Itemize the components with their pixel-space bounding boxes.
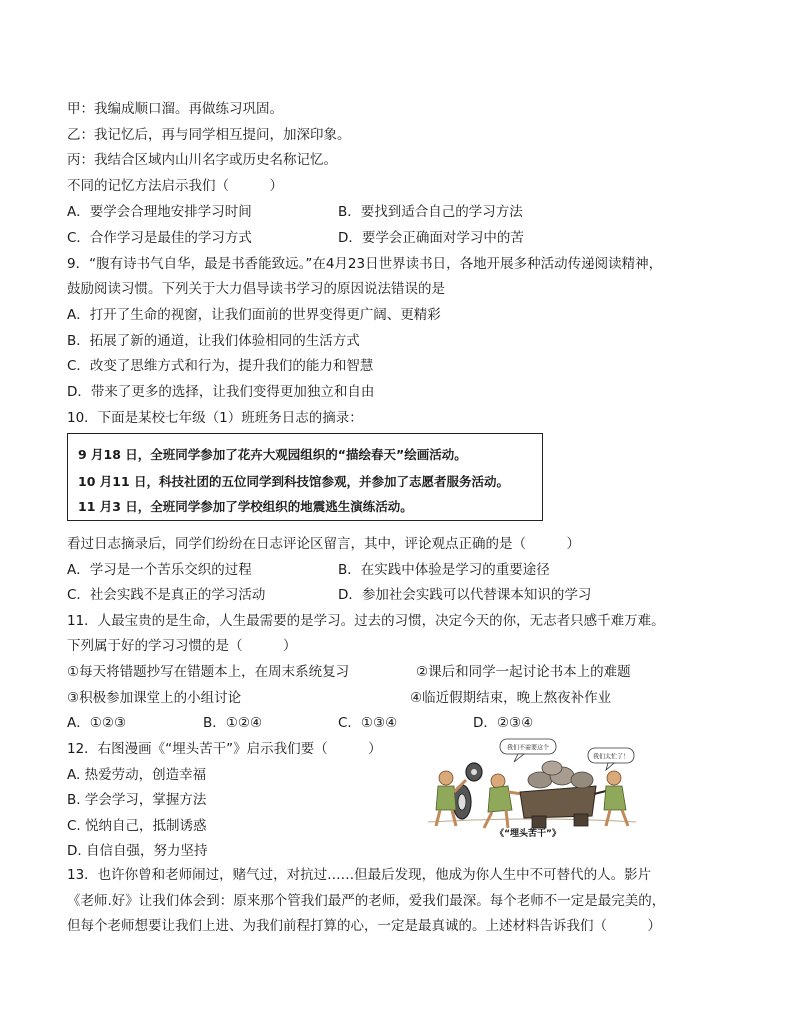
q11-option-d: D．②③④: [473, 715, 534, 731]
class-log-box: [67, 433, 543, 521]
svg-text:我们不需要这个: 我们不需要这个: [506, 744, 550, 752]
q8-bing: 丙：我结合区域内山川名字或历史名称记忆。: [67, 152, 337, 168]
q11-stem-2: 下列属于好的学习习惯的是（ ）: [67, 638, 297, 654]
q10-option-b: B．在实践中体验是学习的重要途径: [338, 562, 550, 578]
cartoon-caption: 《“埋头苦干”》: [495, 829, 561, 838]
q11-statement-3: ③积极参加课堂上的小组讨论: [67, 690, 242, 706]
q10-option-c: C．社会实践不是真正的学习活动: [67, 587, 266, 603]
q10-option-d: D．参加社会实践可以代替课本知识的学习: [338, 587, 592, 603]
q13-line-2: 《老师.好》让我们体会到：原来那个管我们最严的老师，爱我们最深。每个老师不一定是最完美的，: [67, 893, 666, 909]
q10-option-a: A．学习是一个苦乐交织的过程: [67, 562, 252, 578]
caveman-pulling: [604, 771, 628, 826]
q11-statement-1: ①每天将错题抄写在错题本上，在周末系统复习: [67, 664, 350, 680]
svg-text:我们太忙了！: 我们太忙了！: [592, 753, 630, 761]
q11-statement-2: ②课后和同学一起讨论书本上的难题: [416, 664, 631, 680]
q8-option-d: D．要学会正确面对学习中的苦: [338, 230, 524, 246]
q12-stem: 12．右图漫画《“埋头苦干”》启示我们要（ ）: [67, 741, 382, 757]
q13-line-3: 但每个老师想要让我们上进、为我们前程打算的心，一定是最真诚的。上述材料告诉我们（ ）: [67, 918, 661, 934]
q8-option-b: B．要找到适合自己的学习方法: [338, 204, 523, 220]
q8-stem: 不同的记忆方法启示我们（ ）: [67, 178, 283, 194]
cart-icon: [520, 761, 610, 828]
q8-jia: 甲：我编成顺口溜。再做练习巩固。: [67, 101, 283, 117]
q9-stem-2: 鼓励阅读习惯。下列关于大力倡导读书学习的原因说法错误的是: [67, 281, 445, 297]
speech-bubble-right: [588, 748, 634, 770]
q8-option-a: A．要学会合理地安排学习时间: [67, 204, 252, 220]
log-entry-1: 9 月18 日，全班同学参加了花卉大观园组织的“描绘春天”绘画活动。: [78, 447, 467, 462]
caveman-pushing: [484, 774, 522, 828]
q12-option-c: C. 悦纳自己，抵制诱惑: [67, 818, 207, 834]
q11-option-c: C．①③④: [338, 715, 398, 731]
q11-option-b: B．①②④: [203, 715, 263, 731]
q11-statement-4: ④临近假期结束，晚上熬夜补作业: [410, 690, 612, 706]
speech-bubble-left: [500, 739, 556, 762]
q9-option-c: C．改变了思维方式和行为，提升我们的能力和智慧: [67, 358, 374, 374]
q9-option-d: D．带来了更多的选择，让我们变得更加独立和自由: [67, 384, 375, 400]
q12-option-d: D. 自信自强，努力坚持: [67, 843, 208, 859]
q8-yi: 乙：我记忆后，再与同学相互提问，加深印象。: [67, 127, 351, 143]
q12-option-b: B. 学会学习，掌握方法: [67, 792, 207, 808]
q10-stem: 10．下面是某校七年级（1）班班务日志的摘录：: [67, 410, 363, 426]
wheel-top-icon: [466, 763, 482, 781]
q12-option-a: A. 热爱劳动，创造幸福: [67, 767, 207, 783]
q11-option-a: A．①②③: [67, 715, 127, 731]
q13-line-1: 13．也许你曾和老师闹过，赌气过，对抗过……但最后发现，他成为你人生中不可替代的人。影片: [67, 867, 652, 883]
q10-stem-2: 看过日志摘录后，同学们纷纷在日志评论区留言，其中，评论观点正确的是（ ）: [67, 536, 580, 552]
log-entry-3: 11 月3 日，全班同学参加了学校组织的地震逃生演练活动。: [78, 499, 413, 514]
log-entry-2: 10 月11 日，科技社团的五位同学到科技馆参观，并参加了志愿者服务活动。: [78, 474, 509, 489]
cartoon-image: [428, 736, 636, 838]
q11-stem-1: 11．人最宝贵的是生命，人生最需要的是学习。过去的习惯，决定今天的你，无志者只感千难万难。: [67, 613, 665, 629]
q9-option-a: A．打开了生命的视窗，让我们面前的世界变得更广阔、更精彩: [67, 307, 441, 323]
q8-option-c: C．合作学习是最佳的学习方式: [67, 230, 252, 246]
q9-stem-1: 9．“腹有诗书气自华，最是书香能致远。”在4月23日世界读书日，各地开展多种活动传递阅读精神，: [67, 256, 663, 272]
q9-option-b: B．拓展了新的通道，让我们体验相同的生活方式: [67, 333, 360, 349]
